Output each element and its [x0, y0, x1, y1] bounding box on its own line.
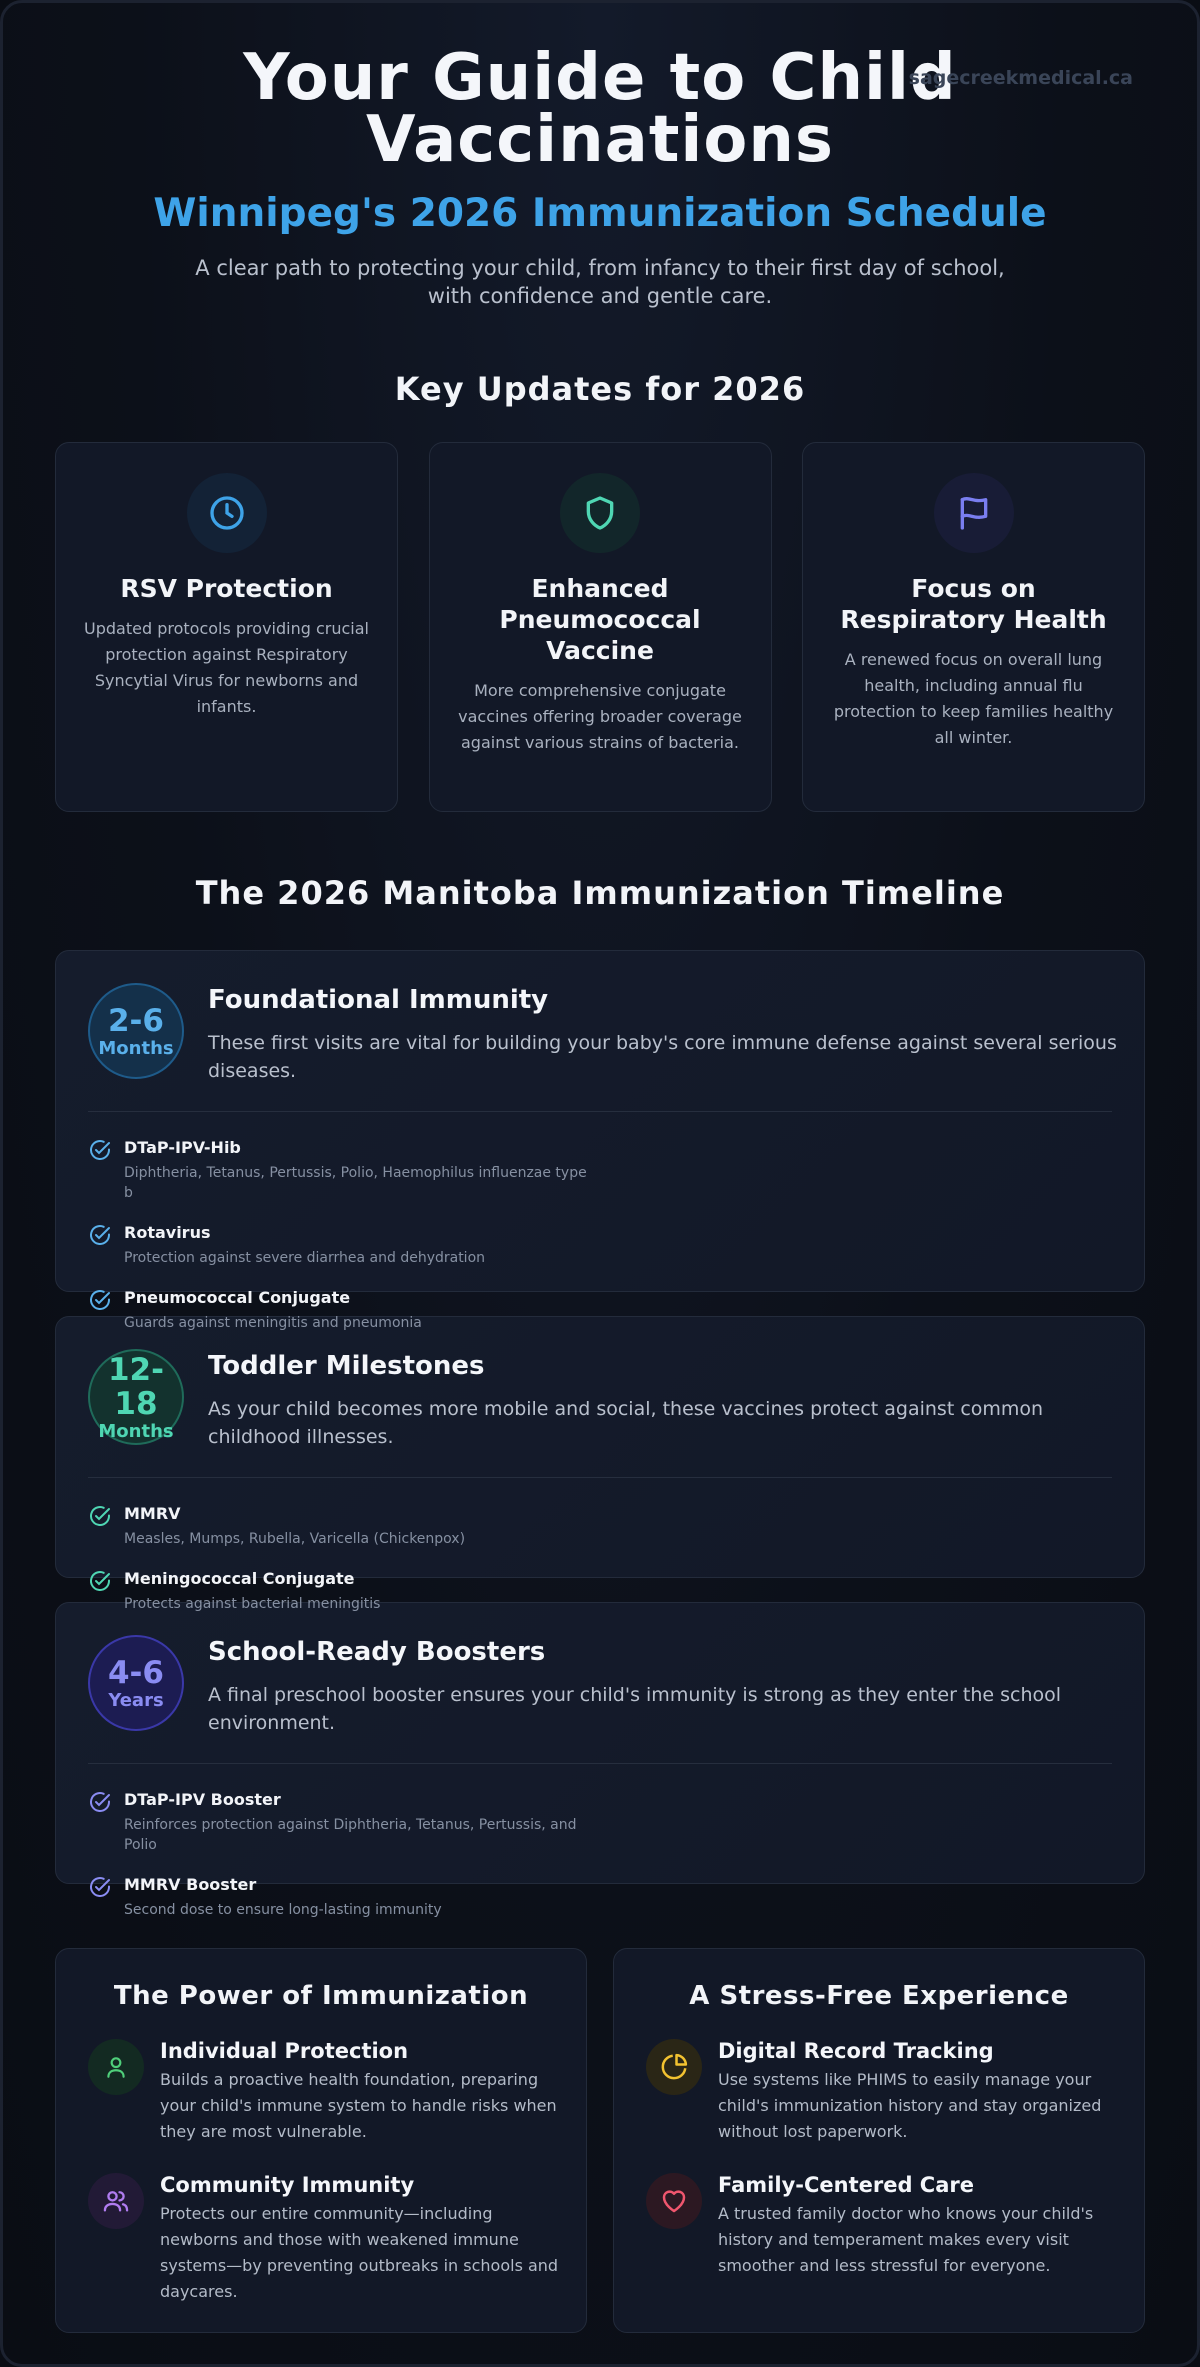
benefit-item [646, 2039, 1112, 2145]
watermark: sagecreekmedical.ca [908, 67, 1133, 89]
stress-free-title: A Stress-Free Experience [689, 1981, 1069, 2011]
page-title: Your Guide to Child Vaccinations [243, 41, 957, 177]
age-badge [88, 1349, 184, 1445]
timeline-stage-infant [55, 950, 1145, 1331]
updates-section [3, 442, 1197, 812]
vaccine-item [88, 1223, 619, 1268]
power-card [55, 1948, 587, 2333]
vaccine-item [88, 1504, 619, 1549]
clock-icon [187, 473, 267, 553]
page-subtitle: Winnipeg's 2026 Immunization Schedule [153, 191, 1047, 236]
pie-chart-icon [646, 2039, 702, 2095]
check-circle-icon [88, 1569, 112, 1593]
update-card-title: Enhanced Pneumococcal Vaccine [499, 574, 701, 665]
benefit-title: Digital Record Tracking [718, 2039, 994, 2063]
person-icon [88, 2039, 144, 2095]
benefit-item [88, 2173, 559, 2305]
benefit-item [646, 2173, 1112, 2279]
benefits-section [3, 1948, 1197, 2333]
vaccine-desc: Reinforces protection against Diphtheria, Tetanus, Pertussis, and Polio [124, 1817, 577, 1853]
benefit-text: Protects our entire community—including newborns and those with weakened immune systems—by preventing outbreaks in schools and daycares. [160, 2204, 559, 2301]
age-range: 12-18 [107, 1351, 164, 1422]
shield-icon [560, 473, 640, 553]
update-card-title: RSV Protection [120, 574, 333, 603]
flag-icon [934, 473, 1014, 553]
stage-text: As your child becomes more mobile and social, these vaccines protect against common childhood illnesses. [208, 1398, 1044, 1448]
vaccine-item [88, 1790, 619, 1855]
check-circle-icon [88, 1504, 112, 1528]
vaccine-name: DTaP-IPV-Hib [124, 1138, 241, 1157]
power-title: The Power of Immunization [113, 1981, 529, 2011]
update-card-title: Focus on Respiratory Health [840, 574, 1107, 634]
update-card-pneumococcal [429, 442, 772, 812]
age-badge [88, 983, 184, 1079]
heart-icon [646, 2173, 702, 2229]
age-unit: Months [98, 1420, 174, 1442]
update-card-text: More comprehensive conjugate vaccines offering broader coverage against various strains of bacteria. [458, 681, 742, 752]
people-icon [88, 2173, 144, 2229]
age-unit: Months [98, 1037, 174, 1059]
stage-text: A final preschool booster ensures your child's immunity is strong as they enter the school environment. [208, 1684, 1062, 1734]
check-circle-icon [88, 1790, 112, 1814]
vaccine-name: MMRV [124, 1504, 181, 1523]
hero [3, 3, 1197, 310]
vaccine-name: DTaP-IPV Booster [124, 1790, 281, 1809]
vaccine-name: Meningococcal Conjugate [124, 1569, 355, 1588]
age-unit: Years [108, 1689, 164, 1711]
vaccine-item [88, 1138, 619, 1203]
updates-title: Key Updates for 2026 [394, 370, 806, 408]
age-range: 2-6 [107, 1002, 164, 1039]
stress-free-card [613, 1948, 1145, 2333]
age-range: 4-6 [107, 1654, 164, 1691]
benefit-item [88, 2039, 557, 2145]
vaccine-name: MMRV Booster [124, 1875, 257, 1894]
check-circle-icon [88, 1875, 112, 1899]
benefit-title: Individual Protection [160, 2039, 409, 2063]
vaccine-desc: Protects against bacterial meningitis [124, 1596, 381, 1612]
benefit-text: A trusted family doctor who knows your child's history and temperament makes every visit smoother and less stressful for everyone. [718, 2204, 1094, 2275]
timeline-stage-school [55, 1602, 1145, 1918]
vaccine-desc: Guards against meningitis and pneumonia [124, 1315, 422, 1331]
benefit-title: Family-Centered Care [718, 2173, 974, 2197]
vaccine-desc: Second dose to ensure long-lasting immunity [124, 1902, 442, 1918]
vaccine-name: Rotavirus [124, 1223, 211, 1242]
check-circle-icon [88, 1138, 112, 1162]
vaccine-name: Pneumococcal Conjugate [124, 1288, 351, 1307]
stage-title: Toddler Milestones [208, 1351, 485, 1381]
update-card-text: A renewed focus on overall lung health, including annual flu protection to keep families healthy all winter. [833, 650, 1114, 747]
vaccine-item [88, 1875, 619, 1920]
check-circle-icon [88, 1223, 112, 1247]
vaccine-desc: Protection against severe diarrhea and dehydration [124, 1250, 486, 1266]
vaccine-desc: Measles, Mumps, Rubella, Varicella (Chickenpox) [124, 1531, 466, 1547]
timeline-title: The 2026 Manitoba Immunization Timeline [195, 874, 1005, 912]
check-circle-icon [88, 1288, 112, 1312]
benefit-title: Community Immunity [160, 2173, 415, 2197]
intro-text: A clear path to protecting your child, from infancy to their first day of school, with confidence and gentle care. [195, 256, 1005, 308]
update-card-rsv [55, 442, 398, 812]
benefit-text: Builds a proactive health foundation, preparing your child's immune system to handle risks when they are most vulnerable. [160, 2070, 557, 2141]
benefit-text: Use systems like PHIMS to easily manage your child's immunization history and stay organized without lost paperwork. [718, 2070, 1102, 2141]
vaccine-item [88, 1569, 619, 1614]
stage-title: Foundational Immunity [208, 985, 549, 1015]
stage-text: These first visits are vital for building your baby's core immune defense against several serious diseases. [208, 1032, 1117, 1082]
update-card-respiratory [802, 442, 1145, 812]
stage-title: School-Ready Boosters [208, 1637, 546, 1667]
timeline-stage-toddler [55, 1316, 1145, 1612]
vaccine-desc: Diphtheria, Tetanus, Pertussis, Polio, Haemophilus influenzae type b [124, 1165, 587, 1201]
vaccine-item [88, 1288, 619, 1333]
age-badge [88, 1635, 184, 1731]
update-card-text: Updated protocols providing crucial protection against Respiratory Syncytial Virus for newborns and infants. [84, 619, 369, 716]
